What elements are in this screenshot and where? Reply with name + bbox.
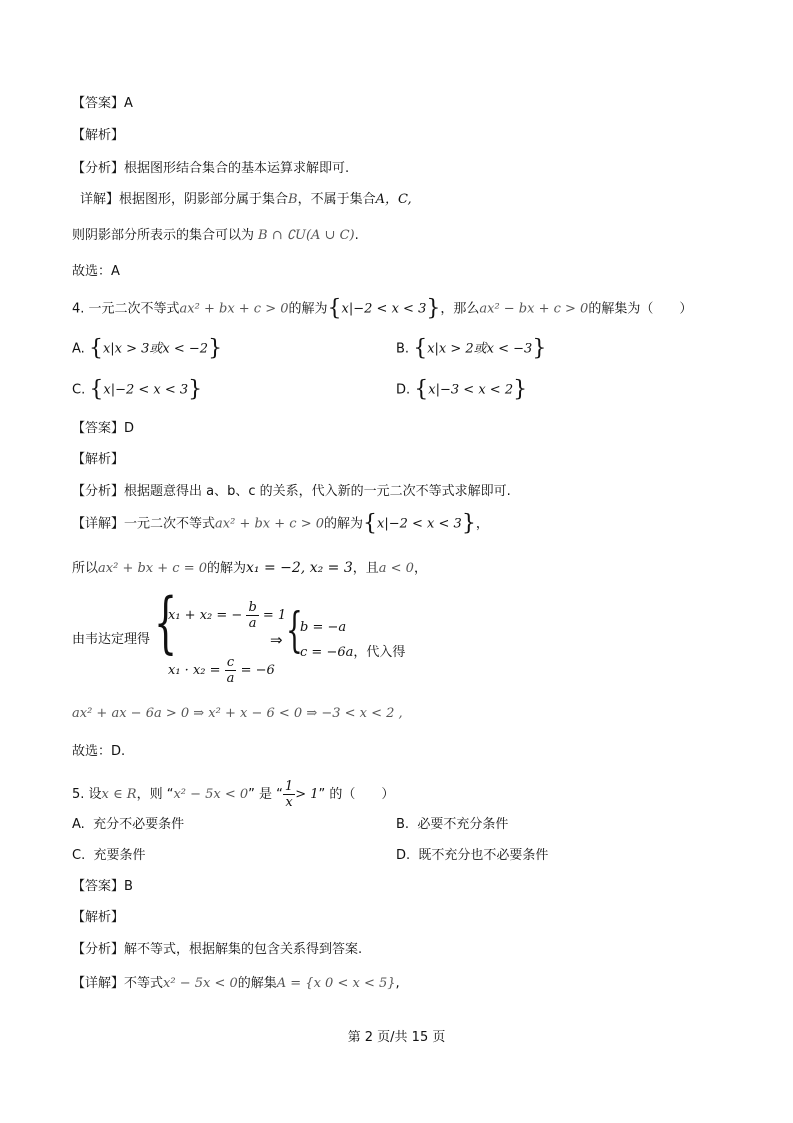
q5-option-a: A. 充分不必要条件: [72, 817, 185, 832]
q5-option-b: B. 必要不充分条件: [396, 817, 509, 832]
vieta-product-line: x₁ · x₂ = $\frac{c}{a}$ = −6: [168, 655, 275, 686]
page-footer: 第 2 页/共 15 页: [347, 1030, 446, 1045]
system-brace-left: {: [154, 584, 178, 661]
q3-result: 则阴影部分所表示的集合可以为 B ∩ ∁U(A ∪ C).: [72, 228, 359, 243]
q4-stem: 4. 一元二次不等式ax² + bx + c > 0的解为{x|−2 < x < 3}，那么ax² − bx + c > 0的解集为（ ）: [72, 296, 693, 321]
q3-xiangjie: 详解】根据图形，阴影部分属于集合B，不属于集合A，C,: [80, 192, 412, 207]
q4-roots: 所以ax² + bx + c = 0的解为x₁ = −2, x₂ = 3，且a < 0，: [72, 560, 427, 576]
system-brace-right: {: [286, 602, 303, 658]
fraction-c-over-a: $\frac{c}{a}$: [226, 655, 235, 686]
q4-xiangjie: 【详解】一元二次不等式ax² + bx + c > 0的解为{x|−2 < x < 3}，: [72, 511, 489, 536]
solution-c: c = −6a，代入得: [300, 645, 406, 660]
q4-option-c: C. {x|−2 < x < 3}: [72, 377, 203, 402]
q4-option-b: B. {x|x > 2或x < −3}: [396, 336, 547, 361]
q4-fenxi: 【分析】根据题意得出 a、b、c 的关系，代入新的一元二次不等式求解即可.: [72, 484, 511, 499]
fraction-b-over-a: $\frac{b}{a}$: [248, 600, 257, 631]
set-brace: {: [327, 296, 342, 321]
solution-b: b = −a: [300, 620, 347, 635]
q4-chain: ax² + ax − 6a > 0 ⇒ x² + x − 6 < 0 ⇒ −3 < x < 2 ,: [72, 706, 403, 721]
q4-jiexi: 【解析】: [72, 452, 125, 467]
q5-answer: 【答案】B: [72, 879, 133, 894]
q5-xiangjie: 【详解】不等式x² − 5x < 0的解集A = {x 0 < x < 5},: [72, 976, 400, 991]
q5-option-c: C. 充要条件: [72, 848, 146, 863]
q4-vieta-label: 由韦达定理得: [72, 632, 151, 647]
q5-fenxi: 【分析】解不等式，根据解集的包含关系得到答案.: [72, 942, 363, 957]
q5-stem: 5. 设x ∈ R，则 “x² − 5x < 0” 是 “ $\frac{1}{x}$ > 1” 的（ ）: [72, 779, 395, 810]
q5-option-d: D. 既不充分也不必要条件: [396, 848, 549, 863]
fraction-one-over-x: $\frac{1}{x}$: [284, 779, 294, 810]
q4-answer: 【答案】D: [72, 421, 135, 436]
q4-guxuan: 故选：D.: [72, 744, 126, 759]
q3-fenxi: 【分析】根据图形结合集合的基本运算求解即可.: [72, 161, 350, 176]
q4-option-d: D. {x|−3 < x < 2}: [396, 377, 528, 402]
q3-jiexi: 【解析】: [72, 128, 125, 143]
q3-guxuan: 故选：A: [72, 264, 120, 279]
q5-jiexi: 【解析】: [72, 910, 125, 925]
vieta-sum-line: x₁ + x₂ = − $\frac{b}{a}$ = 1: [168, 600, 287, 631]
q3-answer: 【答案】A: [72, 96, 133, 111]
q4-option-a: A. {x|x > 3或x < −2}: [72, 336, 223, 361]
implies-arrow: ⇒: [270, 631, 283, 649]
